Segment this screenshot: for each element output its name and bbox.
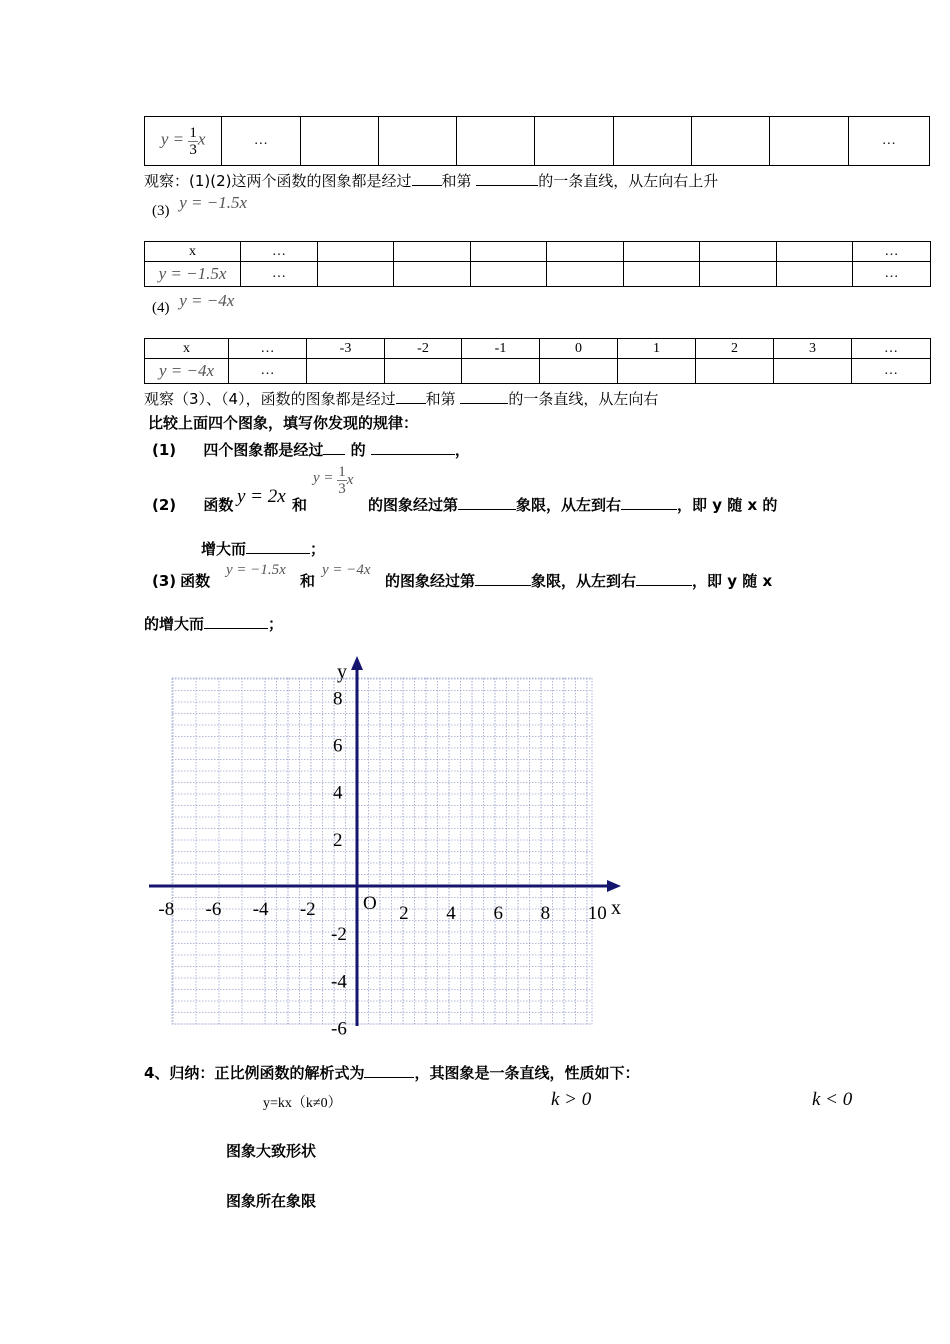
- y-tick-label: -2: [331, 924, 347, 946]
- q2-line-2: [201, 538, 325, 559]
- table-y-neg-4x: [144, 338, 931, 384]
- table-cell[interactable]: [613, 117, 691, 166]
- table-cell[interactable]: [618, 359, 696, 384]
- y-tick-label: 8: [333, 688, 343, 710]
- table-cell: …: [853, 262, 931, 287]
- item-3-label: [152, 193, 248, 220]
- frac-den: 3: [189, 141, 197, 158]
- x-tick-label: 8: [540, 903, 551, 924]
- q3-text-e: 的增大而: [144, 615, 205, 633]
- table-cell[interactable]: [700, 242, 777, 262]
- q3-text-c: 象限，从左到右: [531, 572, 637, 590]
- table-cell[interactable]: [777, 242, 853, 262]
- row-shape-label: 图象大致形状: [226, 1142, 317, 1160]
- table-cell[interactable]: [394, 262, 471, 287]
- obs2-text-b: 和第: [425, 390, 456, 408]
- table-row: [145, 262, 931, 287]
- summary-line: [144, 1062, 639, 1083]
- item-4-label: [152, 291, 235, 317]
- q2-equation-2: [313, 464, 353, 497]
- y-tick-label: 4: [333, 782, 343, 804]
- table-cell: …: [241, 242, 318, 262]
- blank-field[interactable]: [476, 171, 538, 186]
- frac-num: 1: [338, 464, 346, 480]
- x-tick-label: -4: [252, 899, 269, 920]
- x-tick-label: -8: [158, 899, 175, 920]
- table-cell: …: [229, 339, 307, 359]
- x-tick-label: -6: [205, 899, 222, 920]
- item-number: (3): [152, 203, 170, 219]
- q1-text-c: ，: [454, 441, 470, 459]
- blank-field[interactable]: [364, 1063, 414, 1078]
- row-quadrant-label: 图象所在象限: [226, 1192, 317, 1210]
- question-number: (2): [152, 496, 177, 514]
- blank-field[interactable]: [371, 440, 455, 455]
- y-tick-label: 6: [333, 735, 343, 757]
- table-cell: x: [145, 339, 229, 359]
- table-row: [145, 339, 931, 359]
- q1-text-b: 的: [350, 441, 366, 459]
- table-cell[interactable]: [540, 359, 618, 384]
- q2-text-e: 增大而: [201, 540, 247, 558]
- q2-text-b: 的图象经过第: [368, 496, 459, 514]
- q2-text-c: 象限，从左到右: [516, 496, 622, 514]
- q1-text-a: 四个图象都是经过: [203, 441, 324, 459]
- k-negative-header: k < 0: [812, 1089, 853, 1110]
- blank-field[interactable]: [460, 389, 508, 404]
- blank-field[interactable]: [246, 539, 310, 554]
- table-cell[interactable]: [385, 359, 462, 384]
- obs2-text-c: 的一条直线，从左向右: [508, 390, 659, 408]
- x-axis-label: x: [611, 897, 621, 919]
- eq-part: y =: [160, 129, 189, 149]
- q3-text-f: ；: [268, 615, 284, 633]
- table-cell[interactable]: [547, 242, 624, 262]
- table-cell[interactable]: [535, 117, 613, 166]
- table-cell[interactable]: [394, 242, 471, 262]
- x-tick-label: 4: [446, 903, 456, 924]
- k-positive-header: k > 0: [551, 1089, 592, 1110]
- observation-2: [144, 388, 658, 409]
- y-tick-label: -6: [331, 1018, 347, 1040]
- table-cell[interactable]: [457, 117, 535, 166]
- q2-equation-1: y = 2x: [237, 486, 286, 507]
- table-cell[interactable]: [624, 262, 700, 287]
- table-cell[interactable]: [774, 359, 852, 384]
- table-row: [145, 359, 931, 384]
- table-cell: …: [852, 339, 931, 359]
- blank-field[interactable]: [204, 614, 268, 629]
- coordinate-grid: [140, 652, 630, 1040]
- eq-part: x: [197, 129, 206, 149]
- q2-text-a: 函数: [203, 496, 234, 514]
- compare-title: 比较上面四个图象，填写你发现的规律：: [148, 414, 419, 432]
- formula: y=kx（k≠0）: [263, 1096, 342, 1111]
- table-cell: -3: [307, 339, 385, 359]
- y-axis: [351, 656, 363, 1026]
- blank-field[interactable]: [323, 440, 345, 455]
- table-row: [145, 117, 930, 166]
- blank-field[interactable]: [621, 495, 677, 510]
- equation: y = −1.5x: [179, 193, 248, 212]
- obs2-text-a: 观察（3）、（4），函数的图象都是经过: [144, 390, 396, 408]
- equation: y = −1.5x: [158, 264, 227, 284]
- observation-1: [144, 170, 718, 191]
- y-tick-labels: [331, 688, 347, 1039]
- item-number: (4): [152, 300, 170, 316]
- q2-line-1-rest: [368, 494, 777, 515]
- question-1: [152, 439, 470, 460]
- table-cell: 1: [618, 339, 696, 359]
- table-cell: -1: [462, 339, 540, 359]
- table-cell[interactable]: [770, 117, 848, 166]
- question-2: [152, 494, 233, 515]
- y-tick-label: 2: [333, 829, 343, 851]
- y-axis-label: y: [337, 661, 347, 683]
- x-tick-label: 10: [587, 903, 607, 924]
- table-cell: [145, 359, 229, 384]
- table-cell: 3: [774, 339, 852, 359]
- table-cell[interactable]: [624, 242, 700, 262]
- table-cell[interactable]: [300, 117, 378, 166]
- table-cell: …: [241, 262, 318, 287]
- table-cell[interactable]: [318, 242, 394, 262]
- q3-text-b: 的图象经过第: [385, 572, 476, 590]
- table-cell: -2: [385, 339, 462, 359]
- table-cell[interactable]: [700, 262, 777, 287]
- frac-den: 3: [338, 481, 346, 497]
- obs1-text-c: 的一条直线，从左向右上升: [538, 172, 719, 190]
- q3-equation-2: y = −4x: [322, 562, 371, 578]
- table-cell[interactable]: [471, 242, 547, 262]
- blank-field[interactable]: [412, 171, 442, 186]
- table-cell: …: [852, 359, 931, 384]
- q3-line-1-rest: [385, 570, 772, 591]
- fraction: [337, 464, 347, 497]
- table-cell: …: [853, 242, 931, 262]
- table-cell: 0: [540, 339, 618, 359]
- table-cell[interactable]: [462, 359, 540, 384]
- table-cell[interactable]: [547, 262, 624, 287]
- table-cell: …: [848, 117, 929, 166]
- table-row: [145, 242, 931, 262]
- question-number: (3): [152, 572, 177, 590]
- question-number: (1): [152, 441, 177, 459]
- x-tick-label: -2: [299, 899, 316, 920]
- eq-part: y =: [313, 470, 338, 487]
- obs1-text-a: 观察：(1)(2)这两个函数的图象都是经过: [144, 172, 412, 190]
- summary-text-b: ，其图象是一条直线，性质如下：: [414, 1064, 640, 1082]
- origin-label: O: [363, 893, 377, 914]
- table-cell[interactable]: [696, 359, 774, 384]
- q2-text-f: ；: [310, 540, 326, 558]
- q3-and: 和: [300, 572, 316, 590]
- table-cell: …: [229, 359, 307, 384]
- grid-lines: [172, 678, 592, 1024]
- row-label: [145, 117, 222, 166]
- blank-field[interactable]: [475, 571, 531, 586]
- table-cell: …: [222, 117, 300, 166]
- table-cell[interactable]: [307, 359, 385, 384]
- table-cell[interactable]: [378, 117, 456, 166]
- frac-num: 1: [189, 124, 197, 141]
- eq-part: x: [346, 472, 354, 489]
- grid-frame: [172, 678, 592, 1024]
- x-axis: [149, 880, 621, 892]
- table-cell: [145, 262, 241, 287]
- q3-text-a: 函数: [180, 572, 211, 590]
- obs1-text-b: 和第: [441, 172, 472, 190]
- equation: y = −4x: [158, 361, 215, 381]
- table-cell[interactable]: [777, 262, 853, 287]
- q3-equation-1: y = −1.5x: [226, 562, 286, 578]
- x-tick-label: 2: [399, 903, 409, 924]
- x-tick-label: 6: [493, 903, 503, 924]
- table-y-neg-1-5x: [144, 241, 931, 287]
- summary-text-a: 4、归纳：正比例函数的解析式为: [144, 1064, 365, 1082]
- table-cell[interactable]: [471, 262, 547, 287]
- blank-field[interactable]: [396, 389, 426, 404]
- q3-line-2: [144, 613, 283, 634]
- q2-text-d: ，即 y 随 x 的: [677, 496, 778, 514]
- q3-text-d: ，即 y 随 x: [692, 572, 773, 590]
- question-3: [152, 570, 210, 591]
- table-cell: 2: [696, 339, 774, 359]
- fraction: [188, 125, 198, 158]
- table-cell: x: [145, 242, 241, 262]
- table-y-one-third-x: [144, 116, 930, 166]
- y-tick-label: -4: [331, 971, 347, 993]
- blank-field[interactable]: [636, 571, 692, 586]
- q2-and: 和: [292, 496, 308, 514]
- table-cell[interactable]: [692, 117, 770, 166]
- equation: y = −4x: [179, 291, 235, 310]
- blank-field[interactable]: [458, 495, 516, 510]
- table-cell[interactable]: [318, 262, 394, 287]
